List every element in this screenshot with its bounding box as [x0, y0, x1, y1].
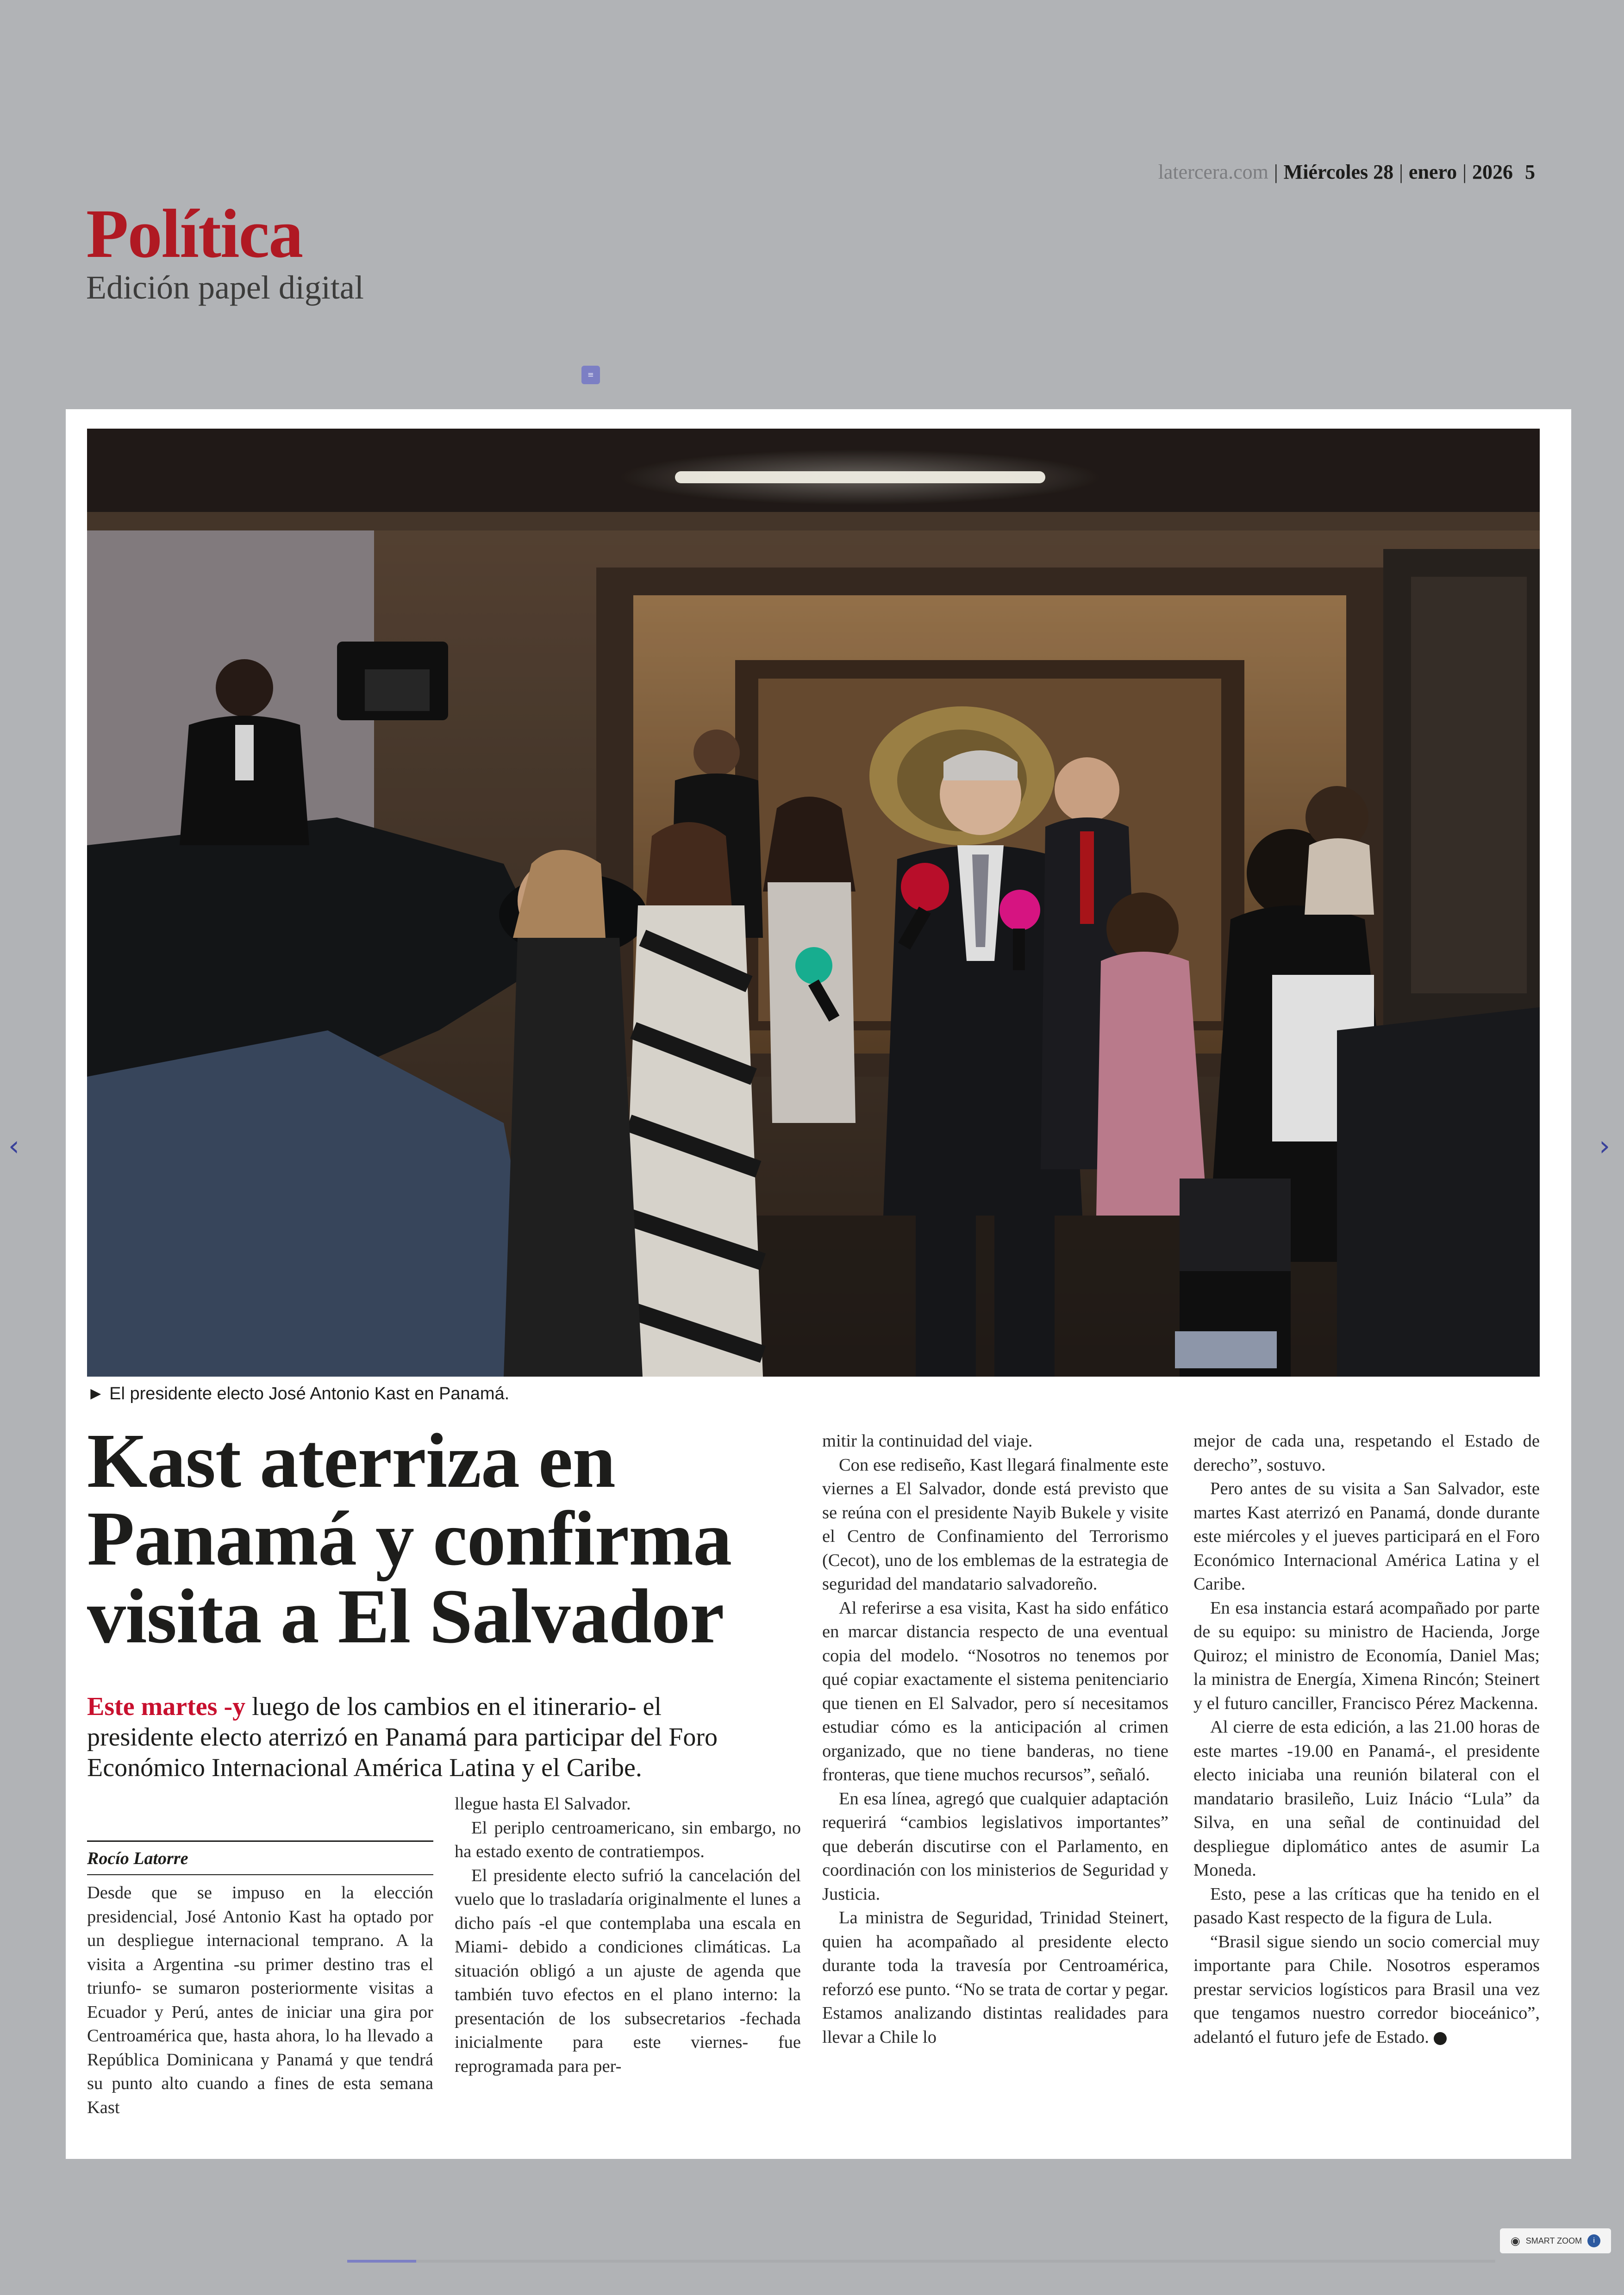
article-headline: Kast aterriza en Panamá y confirma visita a El Salvador	[87, 1418, 732, 1659]
date-day: Miércoles 28	[1283, 161, 1394, 183]
paragraph: Con ese rediseño, Kast llegará finalmente este viernes a El Salvador, donde está previsto que se reúna con el presidente Nayib Bukele y visite el Centro de Confinamiento del Terrorismo (Cecot), uno de los emblemas de la estrategia de seguridad del mandatario salvadoreño.	[822, 1455, 1168, 1594]
newspaper-page	[66, 409, 1571, 2159]
paragraph: mitir la continuidad del viaje.	[822, 1431, 1033, 1451]
article-column-3	[822, 1429, 1168, 2049]
press-scene-illustration	[87, 429, 1540, 1377]
date-month: enero	[1408, 161, 1457, 183]
info-badge-icon: i	[1587, 2234, 1600, 2247]
article-lead	[87, 1691, 768, 1783]
paragraph: Al cierre de esta edición, a las 21.00 horas de este martes -19.00 en Panamá-, el presidente electo iniciaba una reunión bilateral con el mandatario brasileño, Luiz Inácio “Lula” da Silva, en una señal de continuidad del despliegue diplomático antes de asumir La Moneda.	[1193, 1717, 1540, 1880]
date-year: 2026	[1472, 161, 1513, 183]
previous-page-arrow-icon[interactable]: ‹	[8, 1130, 19, 1162]
final-paragraph-text: “Brasil sigue siendo un socio comercial muy importante para Chile. Nosotros esperamos prestar servicios logísticos para Brasil una vez que tengamos nuestro corredor bioceánico”, adelantó el futuro jefe de Estado.	[1193, 1932, 1540, 2047]
end-mark-icon	[1434, 2032, 1447, 2045]
paragraph: mejor de cada una, respetando el Estado de derecho”, sostuvo.	[1193, 1431, 1540, 1475]
photo-caption: ► El presidente electo José Antonio Kast en Panamá.	[87, 1384, 510, 1403]
page-number: 5	[1525, 161, 1535, 183]
page-progress-bar[interactable]	[347, 2260, 1495, 2263]
site-name: latercera.com	[1158, 161, 1268, 183]
article-column-2	[455, 1792, 801, 2078]
section-title: Política	[86, 195, 303, 272]
paragraph: El periplo centroamericano, sin embargo, no ha estado exento de contratiempos.	[455, 1818, 801, 1861]
author-name: Rocío Latorre	[87, 1849, 188, 1868]
paragraph: Desde que se impuso en la elección presidencial, José Antonio Kast ha optado por un despliegue internacional temprano. A la visita a Argentina -su primer destino tras el triunfo- se sumaron posteriormente visitas a Ecuador y Perú, antes de iniciar una gira por Centroamérica que, hasta ahora, lo ha llevado a República Dominicana y Panamá y que tendrá su punto alto cuando a fines de esta semana Kast	[87, 1883, 433, 2117]
paragraph	[1193, 1930, 1540, 2050]
article-column-4	[1193, 1429, 1540, 2049]
article-photo	[87, 429, 1540, 1377]
smart-zoom-button[interactable]	[1500, 2228, 1611, 2253]
byline	[87, 1840, 433, 1875]
paragraph: Al referirse a esa visita, Kast ha sido enfático en marcar distancia respecto de una eventual copia del modelo. “Nosotros no tenemos por qué copiar exactamente el sistema penitenciario que tienen en El Salvador, pero sí necesitamos estudiar cómo es la anticipación al crimen organizado, que no tiene banderas, no tiene fronteras, que tiene muchos recursos”, señaló.	[822, 1598, 1168, 1784]
page-progress-fill	[347, 2260, 416, 2263]
article-column-1	[87, 1881, 433, 2120]
paragraph: Pero antes de su visita a San Salvador, este martes Kast aterrizó en Panamá, donde durante este miércoles y el jueves participará en el Foro Económico Internacional América Latina y el Caribe.	[1193, 1479, 1540, 1594]
page-marker-icon[interactable]: ≡	[581, 366, 600, 384]
smart-zoom-label: SMART ZOOM	[1525, 2236, 1582, 2245]
paragraph: Esto, pese a las críticas que ha tenido en el pasado Kast respecto de la figura de Lula.	[1193, 1884, 1540, 1927]
eye-icon: ◉	[1510, 2234, 1520, 2247]
paragraph: El presidente electo sufrió la cancelación del vuelo que lo trasladaría originalmente el lunes a dicho país -el que contemplaba una escala en Miami- debido a condiciones climáticas. La situación obligó a un ajuste de agenda que también tuvo efectos en el plano interno: la presentación de los subsecretarios -fechada inicialmente para este viernes- fue reprogramada para per-	[455, 1865, 801, 2076]
lead-text: luego de los cambios en el itinerario- el presidente electo aterrizó en Panamá para participar del Foro Económico Internacional América Latina y el Caribe.	[87, 1692, 718, 1782]
paragraph: llegue hasta El Salvador.	[455, 1794, 631, 1814]
paragraph: En esa línea, agregó que cualquier adaptación requerirá “cambios legislativos importantes” que deberán discutirse con el Parlamento, en coordinación con los ministerios de Seguridad y Justicia.	[822, 1789, 1168, 1904]
paragraph: En esa instancia estará acompañado por parte de su equipo: su ministro de Hacienda, Jorge Quiroz; el ministro de Economía, Daniel Mas; la ministra de Energía, Ximena Rincón; Steinert y el futuro canciller, Francisco Pérez Mackenna.	[1193, 1598, 1540, 1713]
section-subtitle: Edición papel digital	[86, 269, 364, 306]
next-page-arrow-icon[interactable]: ›	[1599, 1130, 1610, 1162]
lead-kicker: Este martes -y	[87, 1692, 246, 1721]
date-line: latercera.com | Miércoles 28 | enero | 2026	[1158, 161, 1513, 183]
paragraph: La ministra de Seguridad, Trinidad Steinert, quien ha acompañado al presidente electo durante toda la travesía por Centroamérica, reforzó ese punto. “No se trata de cortar y pegar. Estamos analizando distintas realidades para llevar a Chile lo	[822, 1908, 1168, 2047]
